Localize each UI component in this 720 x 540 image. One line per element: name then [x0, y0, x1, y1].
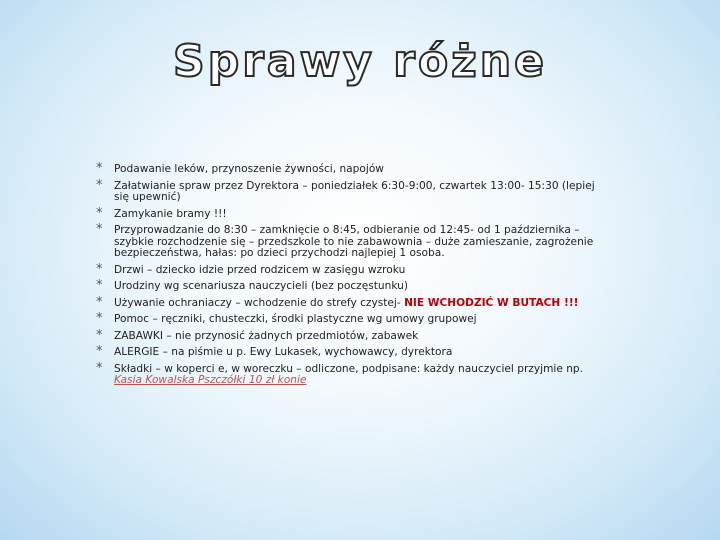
list-item: [96, 344, 596, 359]
list-item: [96, 311, 596, 326]
list-item: [96, 294, 596, 310]
bullet-icon: *: [96, 161, 103, 176]
list-item: [96, 261, 596, 277]
item-text: ZABAWKI – nie przynosić żadnych przedmiotów, zabawek: [114, 329, 419, 342]
bullet-icon: *: [96, 261, 103, 277]
item-text: Zamykanie bramy !!!: [114, 207, 227, 220]
example-label: Kasia Kowalska Pszczółki 10 zł konie: [114, 374, 307, 386]
item-text: Drzwi – dziecko idzie przed rodzicem w zasięgu wzroku: [114, 263, 406, 276]
bullet-icon: *: [96, 205, 103, 221]
item-text: ALERGIE – na piśmie u p. Ewy Lukasek, wychowawcy, dyrektora: [114, 346, 453, 358]
bullet-icon: *: [96, 311, 103, 326]
list-item: [96, 205, 596, 221]
list-item: [96, 360, 596, 387]
bullet-list: [96, 161, 596, 392]
bullet-icon: *: [96, 294, 103, 310]
item-text: Załatwianie spraw przez Dyrektora – poniedziałek 6:30-9:00, czwartek 13:00- 15:30 (lepiej się upewnić): [114, 179, 595, 203]
bullet-icon: *: [96, 360, 103, 376]
bullet-icon: *: [96, 327, 103, 343]
item-text: Używanie ochraniaczy – wchodzenie do strefy czystej-: [114, 296, 405, 309]
warning-text: NIE WCHODZIĆ W BUTACH !!!: [404, 296, 579, 309]
list-item: [96, 177, 596, 204]
item-text: Przyprowadzanie do 8:30 – zamknięcie o 8:45, odbieranie od 12:45- od 1 października – szybkie rozchodzenie się – przedszkole to nie zabawownia – duże zamieszanie, zagrożenie bezpieczeństwa, hałas: po dzieci przychodzi najlepiej 1 osoba.: [114, 224, 594, 259]
list-item: [96, 278, 596, 293]
bullet-icon: *: [96, 278, 103, 293]
list-item: [96, 327, 596, 343]
bullet-icon: *: [96, 344, 103, 359]
item-text: Składki – w koperci e, w woreczku – odliczone, podpisane: każdy nauczyciel przyjmie np.: [114, 362, 584, 375]
slide-title: Sprawy różne: [173, 36, 547, 87]
list-item: [96, 222, 596, 260]
item-text: Podawanie leków, przynoszenie żywności, napojów: [114, 163, 384, 175]
bullet-icon: *: [96, 222, 103, 237]
item-text: Urodziny wg scenariusza nauczycieli (bez poczęstunku): [114, 280, 408, 292]
list-item: [96, 161, 596, 176]
item-text: Pomoc – ręczniki, chusteczki, środki plastyczne wg umowy grupowej: [114, 313, 477, 325]
bullet-icon: *: [96, 177, 103, 193]
